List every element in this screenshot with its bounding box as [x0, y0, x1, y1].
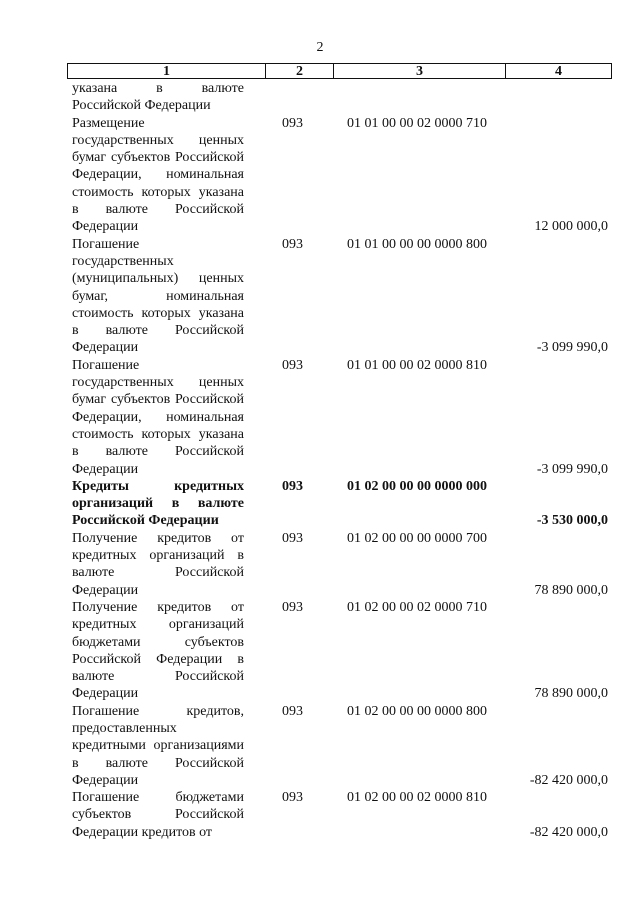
row-name: Получение кредитов от кредитных организаций в валюте Российской Федерации — [72, 530, 244, 598]
table-row — [72, 599, 612, 703]
row-admin-code: 093 — [282, 478, 303, 494]
row-admin-code: 093 — [282, 115, 303, 131]
row-admin-code: 093 — [282, 703, 303, 719]
row-name: Получение кредитов от кредитных организаций бюджетами субъектов Российской Федерации в валюте Российской Федерации — [72, 599, 244, 702]
row-kbk-code: 01 02 00 00 00 0000 000 — [347, 478, 487, 494]
row-amount: -3 530 000,0 — [536, 513, 608, 529]
row-amount: -82 420 000,0 — [529, 824, 608, 840]
table-row — [72, 703, 612, 789]
row-name: Размещение государственных ценных бумаг субъектов Российской Федерации, номинальная стоимость которых указана в валюте Российской Федерации — [72, 115, 244, 235]
row-amount: -3 099 990,0 — [536, 461, 608, 477]
row-admin-code: 093 — [282, 599, 303, 615]
header-col-1: 1 — [68, 64, 266, 78]
row-amount: -82 420 000,0 — [529, 772, 608, 788]
table-row — [72, 357, 612, 478]
header-col-3: 3 — [334, 64, 506, 78]
row-kbk-code: 01 02 00 00 02 0000 810 — [347, 790, 487, 806]
row-kbk-code: 01 02 00 00 00 0000 800 — [347, 703, 487, 719]
row-admin-code: 093 — [282, 236, 303, 252]
table-row — [72, 80, 612, 115]
row-name: указана в валюте Российской Федерации — [72, 81, 244, 114]
header-col-4: 4 — [555, 64, 562, 79]
row-admin-code: 093 — [282, 790, 303, 806]
row-name: Погашение государственных ценных бумаг субъектов Российской Федерации, номинальная стоимость которых указана в валюте Российской Федерации — [72, 357, 244, 477]
row-name: Кредиты кредитных организаций в валюте Российской Федерации — [72, 478, 244, 529]
row-name: Погашение государственных (муниципальных) ценных бумаг, номинальная стоимость которых указана в валюте Российской Федерации — [72, 236, 244, 356]
table-row — [72, 530, 612, 599]
row-kbk-code: 01 01 00 00 00 0000 800 — [347, 236, 487, 252]
row-amount: 78 890 000,0 — [534, 582, 608, 598]
row-amount: -3 099 990,0 — [536, 340, 608, 356]
table-header — [67, 63, 612, 79]
row-amount: 12 000 000,0 — [534, 219, 608, 235]
row-kbk-code: 01 02 00 00 00 0000 700 — [347, 530, 487, 546]
header-col-2: 2 — [266, 64, 334, 78]
table-row — [72, 789, 612, 841]
row-kbk-code: 01 01 00 00 02 0000 810 — [347, 357, 487, 373]
table-row — [72, 236, 612, 357]
row-name: Погашение кредитов, предоставленных кредитными организациями в валюте Российской Федерации — [72, 703, 244, 788]
row-amount: 78 890 000,0 — [534, 686, 608, 702]
row-kbk-code: 01 02 00 00 02 0000 710 — [347, 599, 487, 615]
row-kbk-code: 01 01 00 00 02 0000 710 — [347, 115, 487, 131]
row-name: Погашение бюджетами субъектов Российской Федерации кредитов от — [72, 790, 244, 840]
row-admin-code: 093 — [282, 530, 303, 546]
row-admin-code: 093 — [282, 357, 303, 373]
table-row — [72, 115, 612, 236]
table-row — [72, 478, 612, 530]
table-body — [72, 80, 612, 841]
page-number: 2 — [316, 40, 324, 55]
